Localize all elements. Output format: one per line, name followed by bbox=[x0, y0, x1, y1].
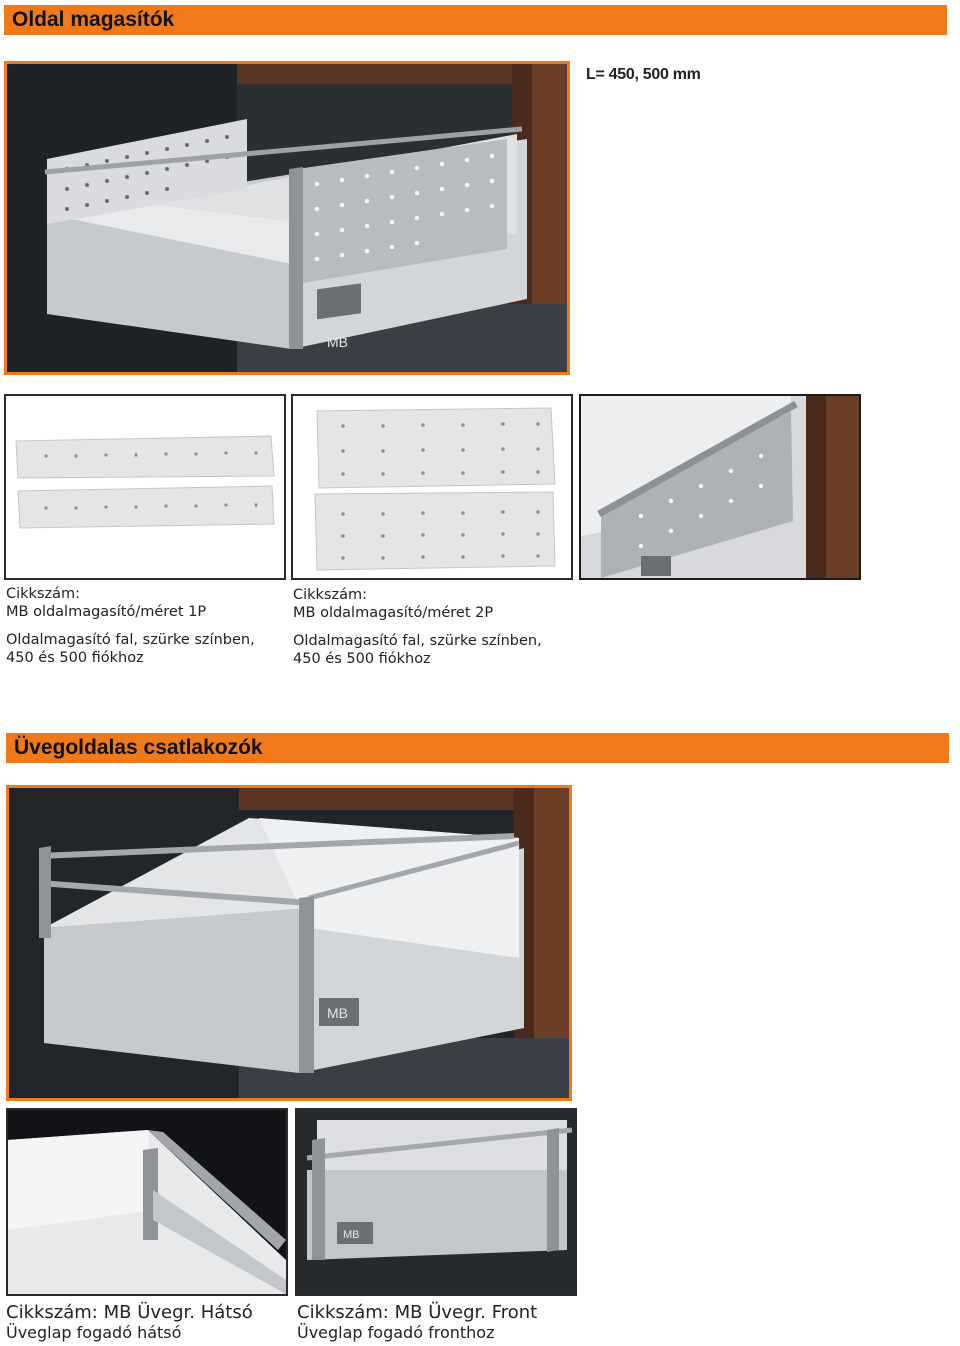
product-name: MB oldalmagasító/méret 2P bbox=[293, 605, 494, 621]
product-name: MB oldalmagasító/méret 1P bbox=[6, 604, 207, 620]
article-label: Cikkszám: bbox=[293, 587, 368, 603]
section-title: Üvegoldalas csatlakozók bbox=[14, 736, 263, 759]
product-photo-1p bbox=[4, 394, 286, 580]
dimension-label: L= 450, 500 mm bbox=[586, 66, 701, 83]
section-header-side-heights bbox=[4, 5, 947, 35]
product-title: Cikkszám: MB Üvegr. Front bbox=[297, 1302, 538, 1323]
section-header-glass-side bbox=[6, 733, 949, 763]
product-desc-line2: 450 és 500 fiókhoz bbox=[293, 651, 431, 667]
product-title: Cikkszám: MB Üvegr. Hátsó bbox=[6, 1302, 253, 1323]
product-caption-1p bbox=[6, 585, 255, 667]
product-photo-2p bbox=[291, 394, 573, 580]
product-desc-line1: Oldalmagasító fal, szürke színben, bbox=[293, 633, 542, 649]
drawer-photo-glass bbox=[6, 785, 572, 1101]
product-photo-glass-back bbox=[6, 1108, 288, 1296]
article-label: Cikkszám: bbox=[6, 586, 81, 602]
product-desc-line1: Oldalmagasító fal, szürke színben, bbox=[6, 632, 255, 648]
section-title: Oldal magasítók bbox=[12, 8, 175, 31]
drawer-photo-perforated bbox=[4, 61, 570, 375]
product-photo-glass-front bbox=[295, 1108, 577, 1296]
product-caption-glass-front bbox=[297, 1303, 537, 1342]
product-desc-line2: 450 és 500 fiókhoz bbox=[6, 650, 144, 666]
svg-text:MB: MB bbox=[327, 334, 348, 350]
product-desc: Üveglap fogadó fronthoz bbox=[297, 1323, 495, 1342]
product-photo-closeup bbox=[579, 394, 861, 580]
product-caption-glass-back bbox=[6, 1303, 253, 1342]
product-caption-2p bbox=[293, 586, 542, 668]
svg-text:MB: MB bbox=[343, 1229, 360, 1241]
product-desc: Üveglap fogadó hátsó bbox=[6, 1323, 182, 1342]
svg-text:MB: MB bbox=[327, 1005, 348, 1021]
